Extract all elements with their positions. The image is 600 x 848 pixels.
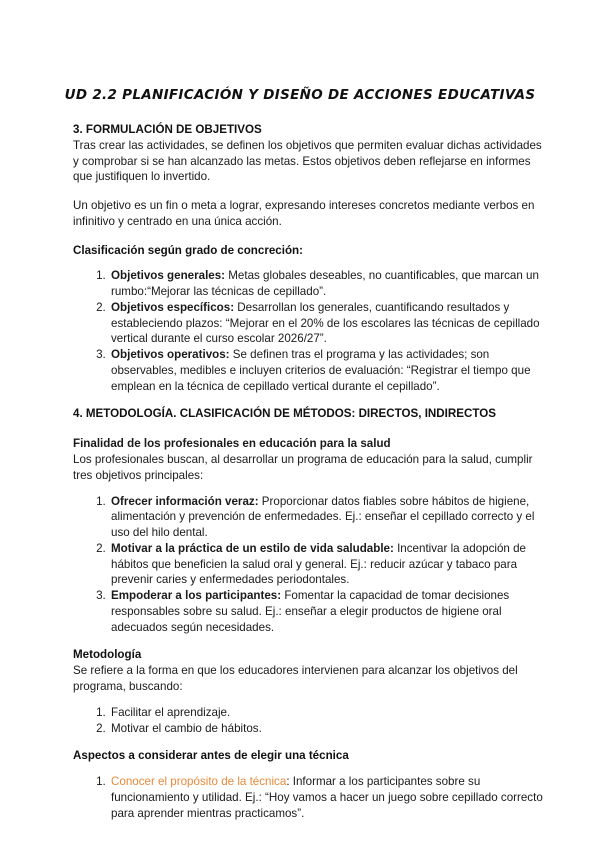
list-item: 1. Facilitar el aprendizaje. [109, 705, 543, 721]
methodology-list [73, 705, 543, 737]
document-title: UD 2.2 PLANIFICACIÓN Y DISEÑO DE ACCIONES EDUCATIVAS [64, 87, 536, 103]
methodology-heading: Metodología [73, 648, 142, 662]
section-3-heading: 3. FORMULACIÓN DE OBJETIVOS [73, 123, 262, 136]
highlighted-term: Conocer el propósito de la técnica [111, 775, 287, 789]
document-body [73, 122, 543, 833]
list-item: 1. Objetivos generales: Metas globales deseables, no cuantificables, que marcan un rumbo:“Mejorar las técnicas de cepillado”. [109, 268, 543, 300]
classification-heading: Clasificación según grado de concreción: [73, 243, 303, 257]
methodology-text: Se refiere a la forma en que los educadores intervienen para alcanzar los objetivos del programa, buscando: [73, 664, 518, 693]
section-4-heading: 4. METODOLOGÍA. CLASIFICACIÓN DE MÉTODOS: DIRECTOS, INDIRECTOS [73, 407, 496, 421]
aspects-heading: Aspectos a considerar antes de elegir una técnica [73, 749, 349, 763]
list-item: 3. Empoderar a los participantes: Fomentar la capacidad de tomar decisiones responsables sobre su salud. Ej.: enseñar a elegir productos de higiene oral adecuados según necesidades. [109, 588, 543, 635]
objectives-list [73, 268, 543, 394]
section-3-paragraph-2: Un objetivo es un fin o meta a lograr, expresando intereses concretos mediante verbos en infinitivo y centrado en una única acción. [73, 199, 535, 228]
list-item: 1. Ofrecer información veraz: Proporcionar datos fiables sobre hábitos de higiene, alimentación y prevención de enfermedades. Ej.: enseñar el cepillado correcto y el uso del hilo dental. [109, 494, 543, 541]
list-item: 2. Motivar a la práctica de un estilo de vida saludable: Incentivar la adopción de hábitos que beneficien la salud oral y general. Ej.: reducir azúcar y tabaco para prevenir caries y enfermedades periodontales. [109, 541, 543, 588]
list-item: 1. Conocer el propósito de la técnica: Informar a los participantes sobre su funcionamiento y utilidad. Ej.: “Hoy vamos a hacer un juego sobre cepillado correcto para aprender mientras practicamos”. [109, 774, 543, 821]
purpose-list [73, 494, 543, 636]
aspects-list [73, 774, 543, 821]
purpose-heading: Finalidad de los profesionales en educación para la salud [73, 437, 391, 451]
list-item: 3. Objetivos operativos: Se definen tras el programa y las actividades; son observables, medibles e incluyen criterios de evaluación: “Registrar el tiempo que emplean en la técnica de cepillado vertical durante el cepillado”. [109, 347, 543, 394]
list-item: 2. Motivar el cambio de hábitos. [109, 721, 543, 737]
purpose-text: Los profesionales buscan, al desarrollar un programa de educación para la salud, cumplir tres objetivos principales: [73, 453, 533, 482]
list-item: 2. Objetivos específicos: Desarrollan los generales, cuantificando resultados y estableciendo plazos: “Mejorar en el 20% de los escolares las técnicas de cepillado vertical durante el curso escolar 2026/27”. [109, 300, 543, 347]
section-3-paragraph-1: Tras crear las actividades, se definen los objetivos que permiten evaluar dichas actividades y comprobar si se han alcanzado las metas. Estos objetivos deben reflejarse en informes que justifiquen lo invertido. [73, 138, 542, 184]
